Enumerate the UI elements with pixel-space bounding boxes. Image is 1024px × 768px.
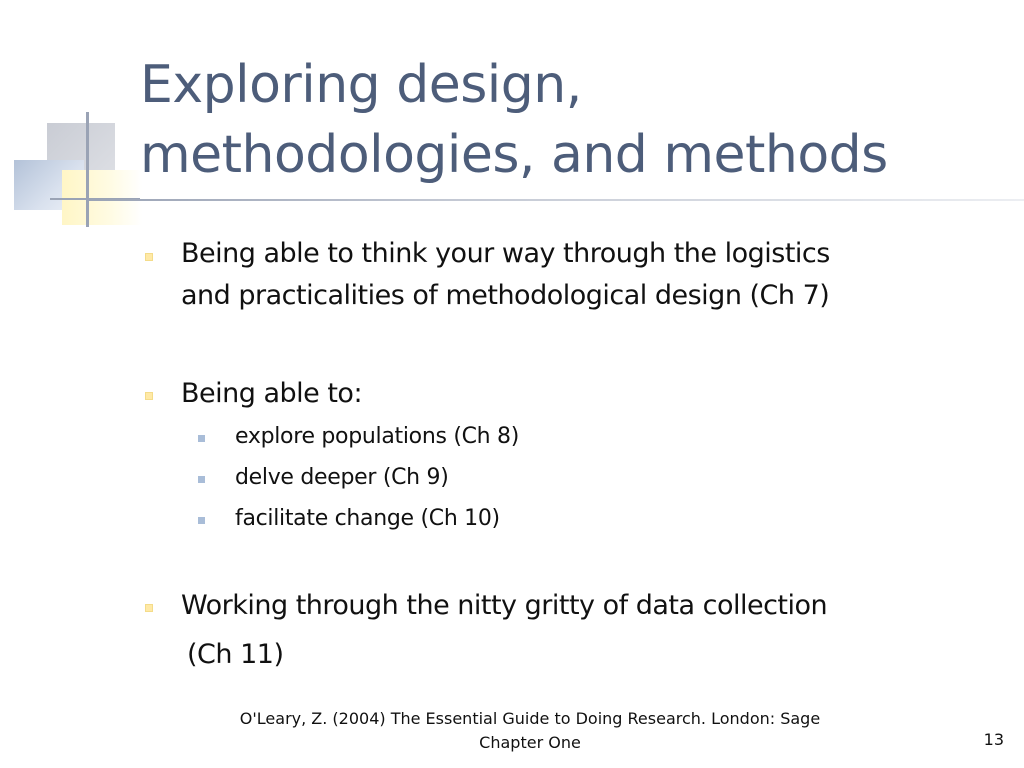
- title-line-2: methodologies, and methods: [140, 125, 888, 185]
- bullet-1-line-2: and practicalities of methodological design (Ch 7): [181, 280, 830, 311]
- sub-bullet-marker: [198, 435, 205, 442]
- slide-number: 13: [983, 730, 1004, 749]
- bullet-marker: [145, 392, 153, 400]
- bullet-3-line-1: Working through the nitty gritty of data collection: [181, 590, 828, 621]
- sub-bullet-marker: [198, 476, 205, 483]
- bullet-3-line-2: (Ch 11): [187, 639, 284, 670]
- sub-bullet-3: facilitate change (Ch 10): [235, 506, 500, 531]
- bullet-2-line-1: Being able to:: [181, 378, 363, 409]
- sub-bullet-marker: [198, 517, 205, 524]
- citation-line-2: Chapter One: [479, 733, 581, 752]
- title-line-1: Exploring design,: [140, 55, 582, 115]
- bullet-marker: [145, 253, 153, 261]
- sub-bullet-2: delve deeper (Ch 9): [235, 465, 449, 490]
- bullet-1-line-1: Being able to think your way through the logistics: [181, 238, 830, 269]
- bullet-marker: [145, 604, 153, 612]
- sub-bullet-1: explore populations (Ch 8): [235, 424, 519, 449]
- footer-citation: [200, 707, 860, 755]
- citation-line-1: O'Leary, Z. (2004) The Essential Guide to Doing Research. London: Sage: [239, 709, 821, 728]
